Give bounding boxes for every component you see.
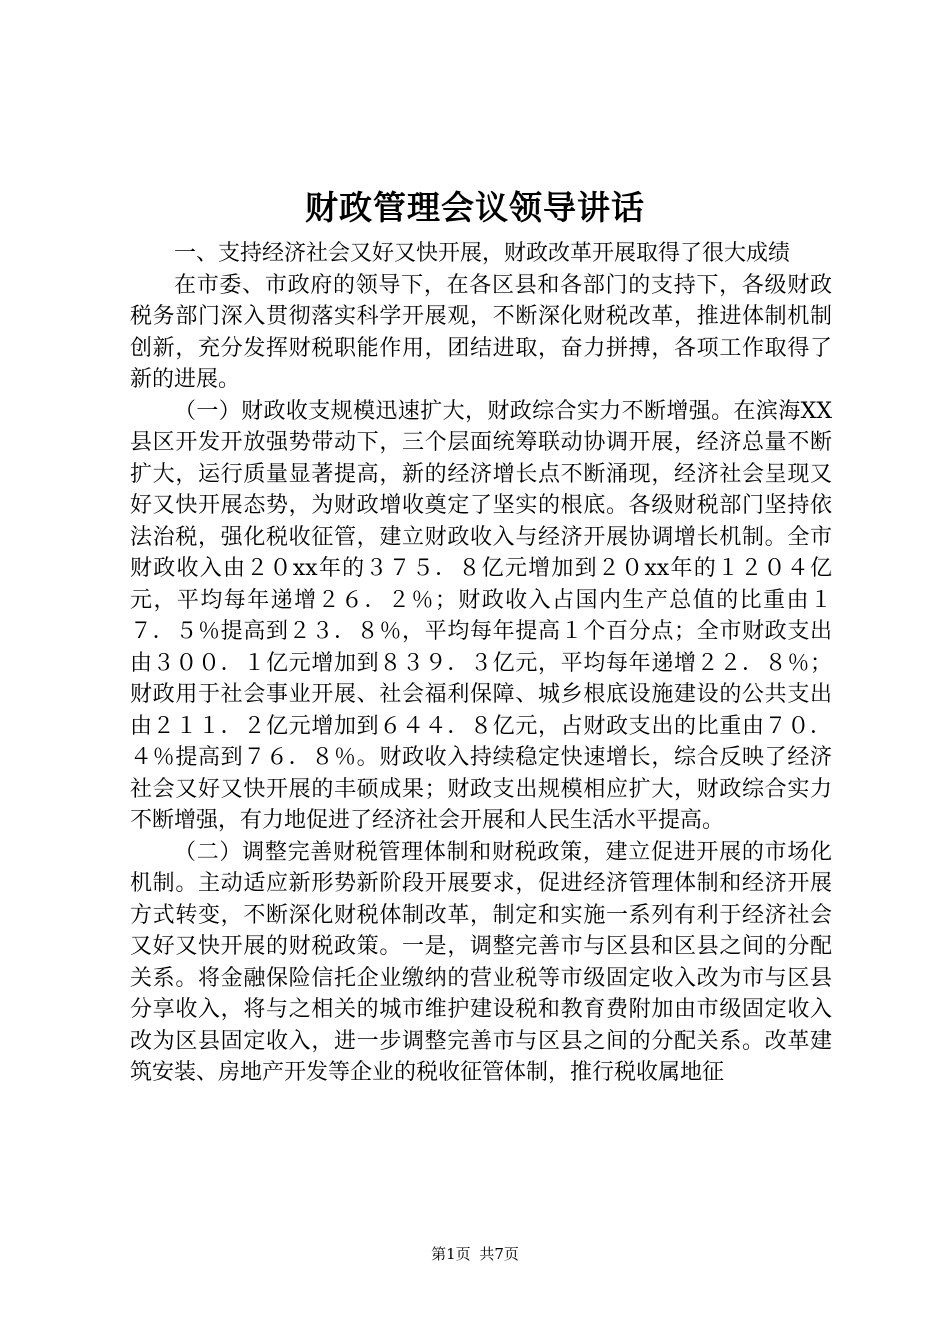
- document-body: [130, 238, 832, 1089]
- paragraph-section-1: （一）财政收支规模迅速扩大，财政综合实力不断增强。在滨海XX县区开发开放强势带动下，三个层面统筹联动协调开展，经济总量不断扩大，运行质量显著提高，新的经济增长点不断涌现，经济社会呈现又好又快开展态势，为财政增收奠定了坚实的根底。各级财税部门坚持依法治税，强化税收征管，建立财政收入与经济开展协调增长机制。全市财政收入由２０xx年的３７５．８亿元增加到２０xx年的１２０４亿元，平均每年递增２６．２％；财政收入占国内生产总值的比重由１７．５％提高到２３．８％，平均每年提高１个百分点；全市财政支出由３００．１亿元增加到８３９．３亿元，平均每年递增２２．８％；财政用于社会事业开展、社会福利保障、城乡根底设施建设的公共支出由２１１．２亿元增加到６４４．８亿元，占财政支出的比重由７０．４％提高到７６．８％。财政收入持续稳定快速增长，综合反映了经济社会又好又快开展的丰硕成果；财政支出规模相应扩大，财政综合实力不断增强，有力地促进了经济社会开展和人民生活水平提高。: [130, 398, 832, 833]
- page-footer: [0, 1244, 950, 1264]
- paragraph-intro: 在市委、市政府的领导下，在各区县和各部门的支持下，各级财政税务部门深入贯彻落实科学开展观，不断深化财税改革，推进体制机制创新，充分发挥财税职能作用，团结进取，奋力拼搏，各项工作取得了新的进展。: [130, 272, 832, 392]
- paragraph-section-2: （二）调整完善财税管理体制和财税政策，建立促进开展的市场化机制。主动适应新形势新阶段开展要求，促进经济管理体制和经济开展方式转变，不断深化财税体制改革，制定和实施一系列有利于经济社会又好又快开展的财税政策。一是，调整完善市与区县和区县之间的分配关系。将金融保险信托企业缴纳的营业税等市级固定收入改为市与区县分享收入，将与之相关的城市维护建设税和教育费附加由市级固定收入改为区县固定收入，进一步调整完善市与区县之间的分配关系。改革建筑安装、房地产开发等企业的税收征管体制，推行税收属地征: [130, 839, 832, 1085]
- paragraph-heading-1: 一、支持经济社会又好又快开展，财政改革开展取得了很大成绩: [174, 241, 791, 266]
- page-total: 共7页: [479, 1245, 519, 1263]
- document-title: 财政管理会议领导讲话: [305, 188, 645, 227]
- page-number: 第1页: [431, 1245, 471, 1263]
